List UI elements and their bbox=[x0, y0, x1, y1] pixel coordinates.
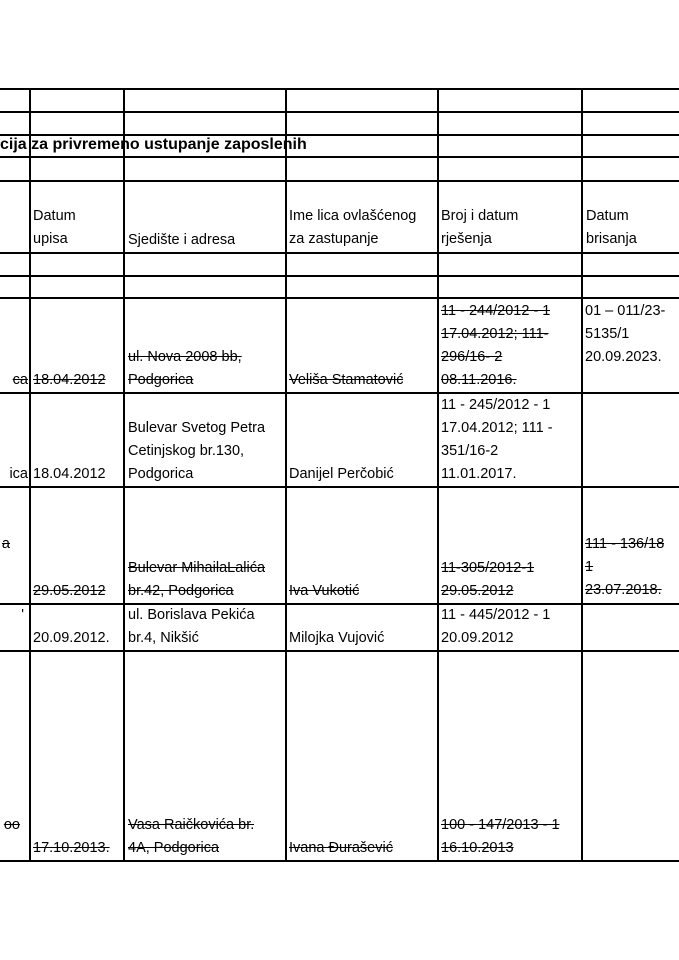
header-date-deletion: Datum brisanja bbox=[586, 208, 637, 247]
grid-hline bbox=[0, 111, 679, 113]
section-title: cija za privremeno ustupanje zaposlenih bbox=[0, 136, 307, 153]
grid-hline bbox=[0, 180, 679, 182]
table-row-3-col0: a bbox=[1, 536, 10, 552]
table-row-4-date: 20.09.2012. bbox=[33, 630, 110, 646]
table-row-5-decision: 100 - 147/2013 - 1 16.10.2013 bbox=[441, 817, 560, 856]
grid-vline-4 bbox=[437, 88, 439, 860]
table-row-2-address: Bulevar Svetog Petra Cetinjskog br.130, Podgorica bbox=[128, 420, 266, 482]
table-row-1-col0: ca bbox=[12, 372, 28, 388]
table-row-3-decision: 11-305/2012-1 29.05.2012 bbox=[441, 560, 535, 599]
table-row-1-address: ul. Nova 2008 bb, Podgorica bbox=[128, 349, 242, 388]
grid-hline bbox=[0, 252, 679, 254]
table-row-4-decision: 11 - 445/2012 - 1 20.09.2012 bbox=[441, 607, 551, 646]
table-row-2-date: 18.04.2012 bbox=[33, 466, 106, 482]
table-row-2-col0: ica bbox=[9, 466, 28, 482]
header-decision: Broj i datum rješenja bbox=[441, 208, 519, 247]
header-date-entry: Datum upisa bbox=[33, 208, 76, 247]
grid-hline bbox=[0, 88, 679, 90]
header-authorized-person: Ime lica ovlašćenog za zastupanje bbox=[289, 208, 417, 247]
grid-hline bbox=[0, 860, 679, 862]
grid-hline bbox=[0, 156, 679, 158]
table-row-5-date: 17.10.2013. bbox=[33, 840, 110, 856]
table-row-5-person: Ivana Đurašević bbox=[289, 840, 393, 856]
grid-hline bbox=[0, 297, 679, 299]
grid-hline bbox=[0, 486, 679, 488]
grid-vline-5 bbox=[581, 88, 583, 860]
grid-vline-3 bbox=[285, 88, 287, 860]
table-row-1-person: Veliša Stamatović bbox=[289, 372, 404, 388]
table-row-4-address: ul. Borislava Pekića br.4, Nikšić bbox=[128, 607, 255, 646]
grid-hline bbox=[0, 650, 679, 652]
table-row-5-address: Vasa Raičkovića br. 4A, Podgorica bbox=[128, 817, 255, 856]
table-row-3-date: 29.05.2012 bbox=[33, 583, 106, 599]
table-row-4-person: Milojka Vujović bbox=[289, 630, 385, 646]
table-row-1-decision: 11 - 244/2012 - 1 17.04.2012; 111- 296/16- 2 08.11.2016. bbox=[441, 303, 551, 388]
table-row-1-date: 18.04.2012 bbox=[33, 372, 106, 388]
grid-hline bbox=[0, 275, 679, 277]
table-row-2-decision: 11 - 245/2012 - 1 17.04.2012; 111 - 351/16-2 11.01.2017. bbox=[441, 397, 553, 482]
table-row-4-col0: ' bbox=[21, 607, 24, 623]
table-row-5-col0: oo bbox=[3, 817, 20, 833]
table-row-3-person: Iva Vukotić bbox=[289, 583, 360, 599]
grid-hline bbox=[0, 392, 679, 394]
grid-hline bbox=[0, 603, 679, 605]
table-row-2-person: Danijel Perčobić bbox=[289, 466, 394, 482]
table-row-3-deleted: 111 - 136/18 1 23.07.2018. bbox=[585, 536, 665, 598]
table-row-3-address: Bulevar MihailaLalića br.42, Podgorica bbox=[128, 560, 266, 599]
grid-vline-2 bbox=[123, 88, 125, 860]
table-row-1-deleted: 01 – 011/23- 5135/1 20.09.2023. bbox=[585, 303, 666, 365]
grid-vline-1 bbox=[29, 88, 31, 860]
header-address: Sjedište i adresa bbox=[128, 232, 236, 248]
